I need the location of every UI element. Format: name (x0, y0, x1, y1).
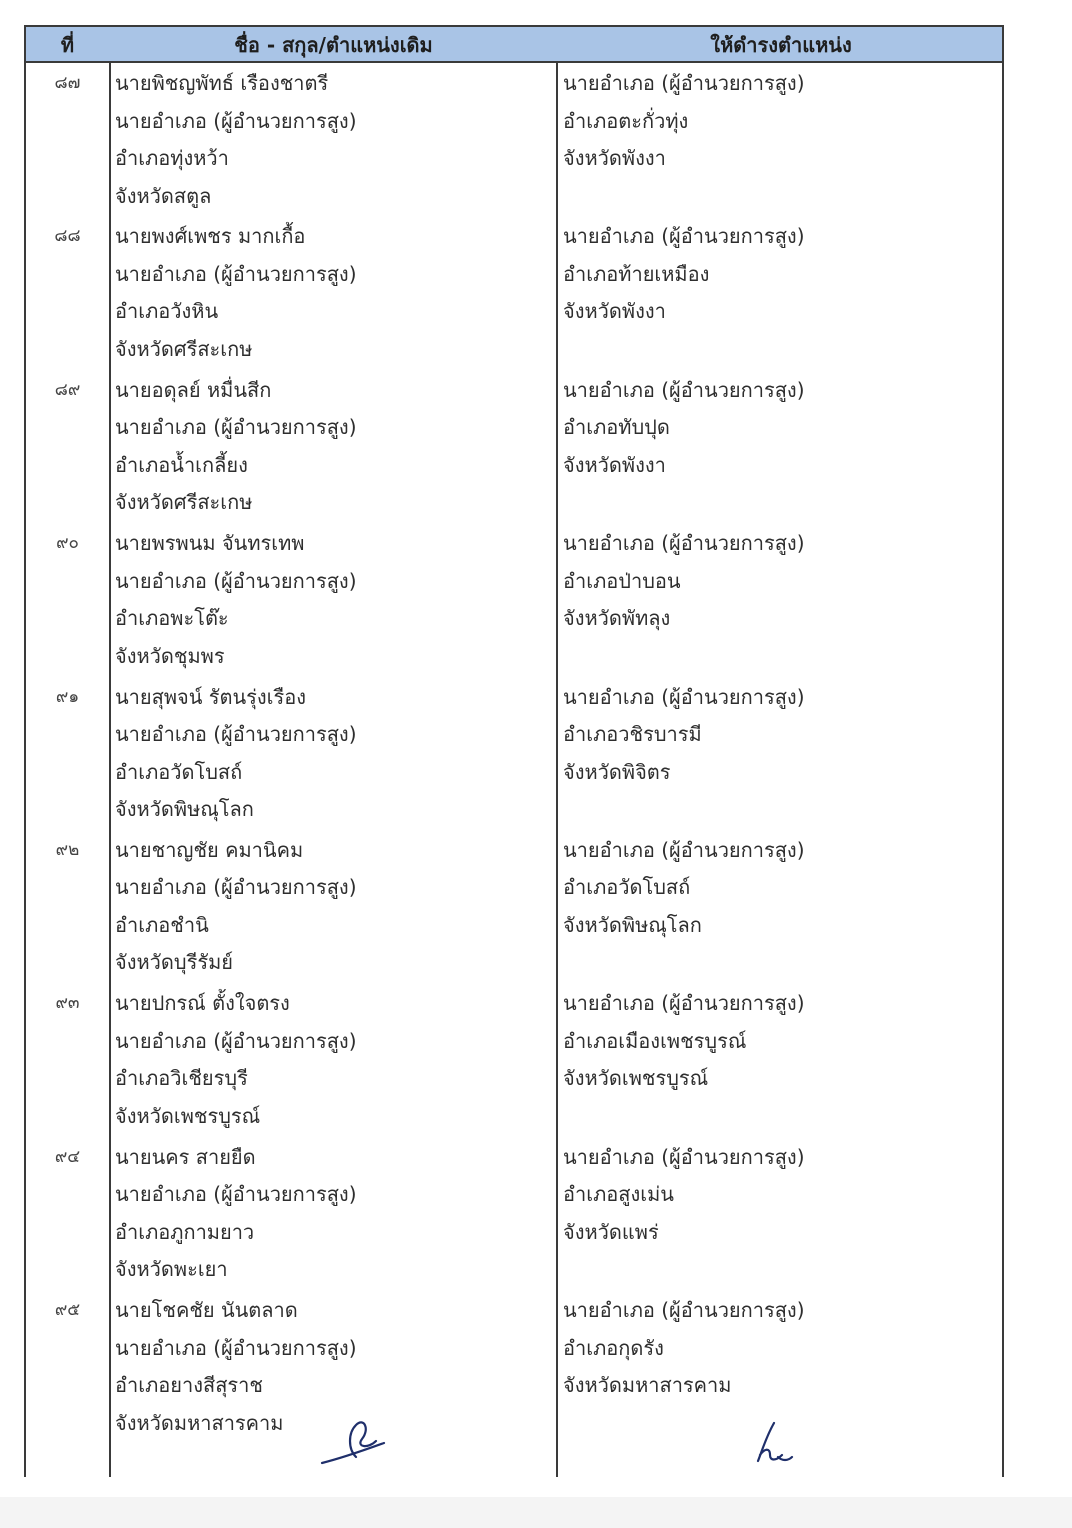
new-province: จังหวัดเพชรบูรณ์ (563, 1066, 709, 1091)
row-number: ๘๘ (54, 226, 81, 247)
table-row (26, 983, 1002, 1136)
new-district: อำเภอวัดโบสถ์ (563, 875, 691, 900)
new-position-cell (563, 525, 999, 638)
row-number: ๙๕ (54, 1300, 81, 1321)
old-position-cell (115, 1139, 551, 1289)
new-position-cell (563, 1139, 999, 1252)
table-row (26, 1137, 1002, 1290)
old-province: จังหวัดมหาสารคาม (115, 1410, 284, 1435)
table-row (26, 1290, 1002, 1443)
row-number: ๙๓ (55, 993, 80, 1014)
new-district: อำเภอเมืองเพชรบูรณ์ (563, 1028, 747, 1053)
old-position-cell (115, 525, 551, 675)
new-title: นายอำเภอ (ผู้อำนวยการสูง) (563, 71, 805, 95)
new-district: อำเภอวชิรบารมี (563, 722, 702, 747)
new-position-cell (563, 1292, 999, 1405)
new-province: จังหวัดพิษณุโลก (563, 912, 702, 937)
old-district: อำเภอวิเชียรบุรี (115, 1066, 248, 1091)
new-district: อำเภอตะกั่วทุ่ง (563, 108, 689, 133)
new-province: จังหวัดพัทลุง (563, 606, 671, 631)
table-row (26, 370, 1002, 523)
person-name: นายพิชญพัทธ์ เรืองชาตรี (115, 71, 329, 95)
old-district: อำเภอชำนิ (115, 912, 209, 937)
person-name: นายโชคชัย นันตลาด (115, 1298, 298, 1323)
page-bottom-margin (0, 1497, 1072, 1528)
new-province: จังหวัดพิจิตร (563, 759, 671, 784)
row-number: ๙๐ (56, 533, 79, 554)
old-district: อำเภอทุ่งหว้า (115, 146, 229, 170)
person-name: นายพงศ์เพชร มากเกื้อ (115, 224, 306, 249)
table-row (26, 523, 1002, 676)
new-district: อำเภอสูงเม่น (563, 1182, 674, 1207)
person-name: นายนคร สายยืด (115, 1144, 256, 1169)
person-name: นายสุพจน์ รัตนรุ่งเรือง (115, 684, 307, 709)
old-district: อำเภอภูกามยาว (115, 1219, 255, 1244)
old-province: จังหวัดสตูล (115, 183, 212, 208)
new-title: นายอำเภอ (ผู้อำนวยการสูง) (563, 1298, 805, 1323)
new-title: นายอำเภอ (ผู้อำนวยการสูง) (563, 837, 805, 862)
old-title: นายอำเภอ (ผู้อำนวยการสูง) (115, 875, 357, 900)
new-province: จังหวัดพังงา (563, 146, 666, 170)
new-position-cell (563, 832, 999, 945)
old-title: นายอำเภอ (ผู้อำนวยการสูง) (115, 415, 357, 440)
old-position-cell (115, 832, 551, 982)
row-number: ๙๔ (54, 1146, 81, 1167)
old-title: นายอำเภอ (ผู้อำนวยการสูง) (115, 722, 357, 747)
table-body (26, 63, 1002, 1444)
header-name-old-position: ชื่อ - สกุล/ตำแหน่งเดิม (234, 33, 433, 57)
row-number: ๘๙ (54, 379, 81, 400)
old-title: นายอำเภอ (ผู้อำนวยการสูง) (115, 568, 357, 593)
old-province: จังหวัดชุมพร (115, 643, 225, 668)
header-new-position: ให้ดำรงตำแหน่ง (710, 33, 852, 57)
new-district: อำเภอกุดรัง (563, 1335, 664, 1360)
person-name: นายอดุลย์ หมื่นสีก (115, 377, 272, 402)
old-province: จังหวัดบุรีรัมย์ (115, 950, 233, 975)
new-title: นายอำเภอ (ผู้อำนวยการสูง) (563, 531, 805, 556)
old-title: นายอำเภอ (ผู้อำนวยการสูง) (115, 261, 357, 286)
old-title: นายอำเภอ (ผู้อำนวยการสูง) (115, 108, 357, 133)
old-district: อำเภอพะโต๊ะ (115, 606, 229, 631)
person-name: นายพรพนม จันทรเทพ (115, 531, 305, 556)
new-province: จังหวัดพังงา (563, 452, 666, 477)
old-province: จังหวัดเพชรบูรณ์ (115, 1103, 261, 1128)
header-no: ที่ (60, 33, 75, 57)
new-province: จังหวัดแพร่ (563, 1219, 659, 1244)
new-province: จังหวัดมหาสารคาม (563, 1373, 732, 1398)
old-province: จังหวัดพิษณุโลก (115, 797, 254, 822)
old-province: จังหวัดศรีสะเกษ (115, 490, 253, 515)
old-district: อำเภอยางสีสุราช (115, 1373, 263, 1398)
old-district: อำเภอน้ำเกลี้ยง (115, 452, 248, 477)
new-position-cell (563, 218, 999, 331)
row-number: ๙๒ (55, 839, 80, 860)
row-number: ๘๗ (54, 73, 81, 93)
new-district: อำเภอท้ายเหมือง (563, 261, 710, 286)
old-position-cell (115, 218, 551, 368)
new-title: นายอำเภอ (ผู้อำนวยการสูง) (563, 1144, 805, 1169)
new-position-cell (563, 65, 999, 178)
signature-initial-left (318, 1405, 398, 1471)
new-province: จังหวัดพังงา (563, 299, 666, 324)
new-title: นายอำเภอ (ผู้อำนวยการสูง) (563, 224, 805, 249)
old-district: อำเภอวัดโบสถ์ (115, 759, 243, 784)
old-position-cell (115, 985, 551, 1135)
table-row (26, 63, 1002, 216)
old-position-cell (115, 679, 551, 829)
new-position-cell (563, 985, 999, 1098)
table-row (26, 216, 1002, 369)
row-number: ๙๑ (55, 686, 80, 707)
person-name: นายปกรณ์ ตั้งใจตรง (115, 991, 290, 1016)
old-position-cell (115, 65, 551, 215)
new-position-cell (563, 679, 999, 792)
old-title: นายอำเภอ (ผู้อำนวยการสูง) (115, 1028, 357, 1053)
new-title: นายอำเภอ (ผู้อำนวยการสูง) (563, 684, 805, 709)
new-position-cell (563, 372, 999, 485)
personnel-table (24, 25, 1004, 1477)
new-title: นายอำเภอ (ผู้อำนวยการสูง) (563, 377, 805, 402)
new-title: นายอำเภอ (ผู้อำนวยการสูง) (563, 991, 805, 1016)
old-position-cell (115, 372, 551, 522)
old-province: จังหวัดศรีสะเกษ (115, 336, 253, 361)
table-header (26, 25, 1002, 63)
new-district: อำเภอป่าบอน (563, 568, 681, 593)
new-district: อำเภอทับปุด (563, 415, 670, 440)
old-title: นายอำเภอ (ผู้อำนวยการสูง) (115, 1335, 357, 1360)
old-province: จังหวัดพะเยา (115, 1257, 228, 1282)
signature-initial-right (748, 1417, 798, 1467)
person-name: นายชาญชัย คมานิคม (115, 837, 304, 862)
old-district: อำเภอวังหิน (115, 299, 219, 324)
table-row (26, 677, 1002, 830)
old-title: นายอำเภอ (ผู้อำนวยการสูง) (115, 1182, 357, 1207)
table-row (26, 830, 1002, 983)
